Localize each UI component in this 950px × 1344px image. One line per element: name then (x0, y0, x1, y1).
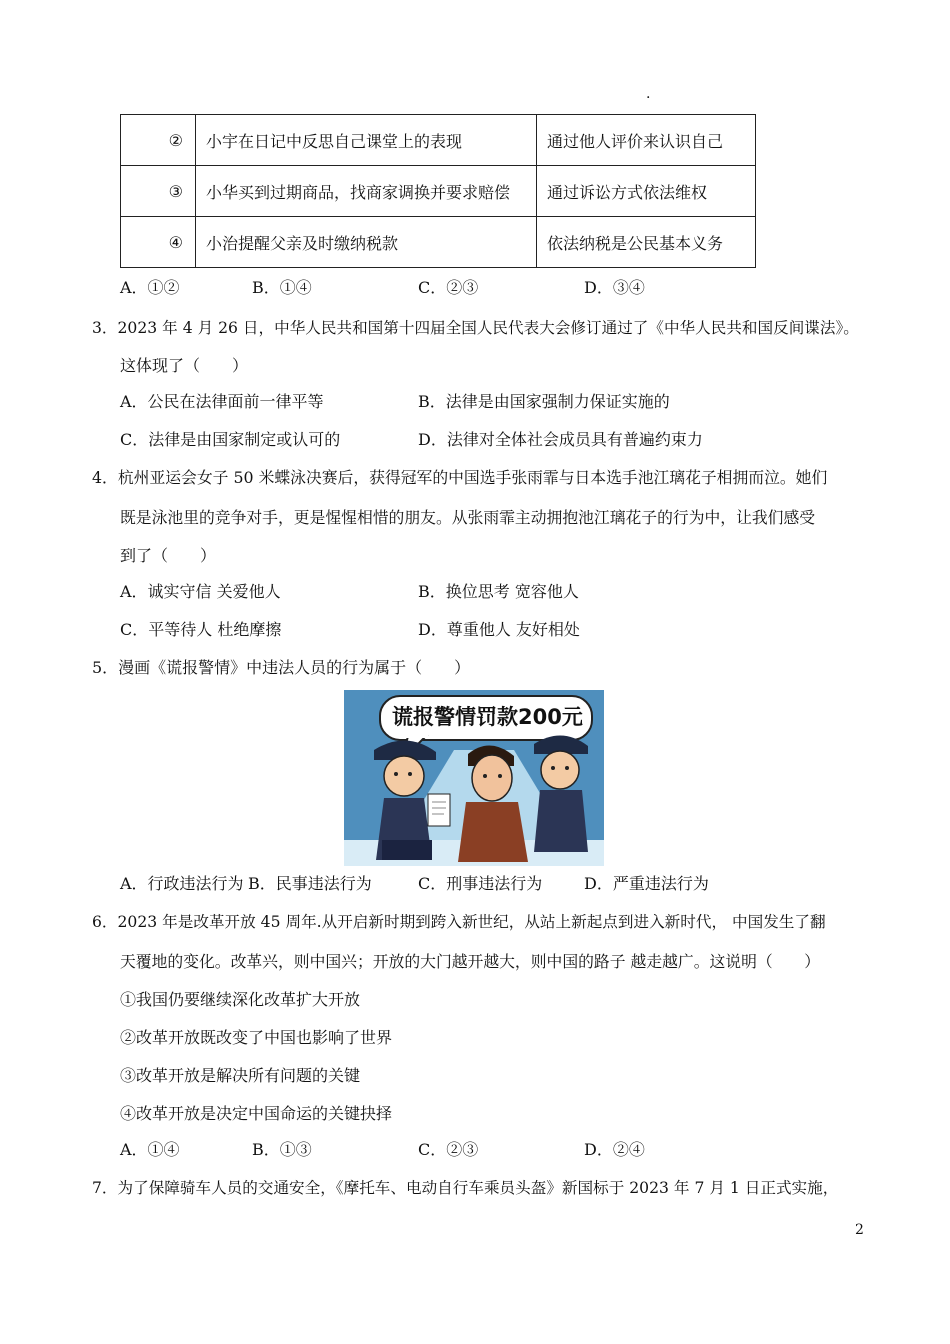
row-event: 小治提醒父亲及时缴纳税款 (196, 217, 537, 268)
table-row (121, 115, 756, 166)
top-mark: . (646, 86, 651, 102)
q6-item-4: ④改革开放是决定中国命运的关键抉择 (120, 1104, 393, 1123)
q2-option-b: B．①④ (252, 278, 312, 297)
q5-option-a: A．行政违法行为 (120, 874, 244, 893)
q5-option-d: D．严重违法行为 (584, 874, 709, 893)
q7-stem-line1: 7．为了保障骑车人员的交通安全，《摩托车、电动自行车乘员头盔》新国标于 2023 年 7 月 1 日正式实施， (92, 1179, 839, 1197)
q2-option-c: C．②③ (418, 278, 479, 297)
q4-option-d: D．尊重他人 友好相处 (418, 620, 580, 639)
table-row (121, 217, 756, 268)
q2-option-a: A．①② (120, 278, 180, 297)
q4-option-b: B．换位思考 宽容他人 (418, 582, 579, 601)
q6-stem-line2: 天覆地的变化。改革兴，则中国兴；开放的大门越开越大，则中国的路子 越走越广。这说明（ ） (120, 952, 821, 971)
q4-stem-line2: 既是泳池里的竞争对手，更是惺惺相惜的朋友。从张雨霏主动拥抱池江璃花子的行为中，让我们感受 (120, 508, 816, 527)
row-event: 小华买到过期商品，找商家调换并要求赔偿 (196, 166, 537, 217)
q4-option-c: C．平等待人 杜绝摩擦 (120, 620, 282, 639)
q3-option-d: D．法律对全体社会成员具有普遍约束力 (418, 430, 703, 449)
q3-stem-line1: 3．2023 年 4 月 26 日，中华人民共和国第十四届全国人民代表大会修订通过了《中华人民共和国反间谍法》。 (92, 319, 859, 337)
page-number: 2 (855, 1222, 864, 1238)
row-event: 小宇在日记中反思自己课堂上的表现 (196, 115, 537, 166)
row-basis: 依法纳税是公民基本义务 (537, 217, 756, 268)
table-row (121, 166, 756, 217)
row-basis: 通过诉讼方式依法维权 (537, 166, 756, 217)
cartoon-caption: 谎报警情罚款200元 (392, 705, 583, 729)
q6-option-b: B．①③ (252, 1140, 312, 1159)
q6-item-3: ③改革开放是解决所有问题的关键 (120, 1066, 361, 1085)
q4-stem-line3: 到了（ ） (120, 546, 217, 565)
row-number: ② (121, 115, 196, 166)
q3-option-a: A．公民在法律面前一律平等 (120, 392, 324, 411)
q6-item-1: ①我国仍要继续深化改革扩大开放 (120, 990, 361, 1009)
q4-stem-line1: 4．杭州亚运会女子 50 米蝶泳决赛后，获得冠军的中国选手张雨霏与日本选手池江璃花子相拥而泣。她们 (92, 468, 828, 487)
q6-option-a: A．①④ (120, 1140, 180, 1159)
q5-option-b: B．民事违法行为 (248, 874, 372, 893)
row-basis: 通过他人评价来认识自己 (537, 115, 756, 166)
q6-item-2: ②改革开放既改变了中国也影响了世界 (120, 1028, 393, 1047)
row-number: ④ (121, 217, 196, 268)
q2-option-d: D．③④ (584, 278, 645, 297)
q6-stem-line1: 6．2023 年是改革开放 45 周年.从开启新时期到跨入新世纪，从站上新起点到进入新时代， 中国发生了翻 (92, 913, 826, 931)
q3-option-c: C．法律是由国家制定或认可的 (120, 430, 341, 449)
row-number: ③ (121, 166, 196, 217)
q5-option-c: C．刑事违法行为 (418, 874, 543, 893)
q3-option-b: B．法律是由国家强制力保证实施的 (418, 392, 670, 411)
q4-option-a: A．诚实守信 关爱他人 (120, 582, 281, 601)
q6-option-c: C．②③ (418, 1140, 479, 1159)
cartoon-false-alarm (344, 690, 604, 866)
q5-stem: 5．漫画《谎报警情》中违法人员的行为属于（ ） (92, 658, 471, 677)
case-table (120, 114, 756, 268)
q3-stem-line2: 这体现了（ ） (120, 356, 249, 375)
q6-option-d: D．②④ (584, 1140, 645, 1159)
